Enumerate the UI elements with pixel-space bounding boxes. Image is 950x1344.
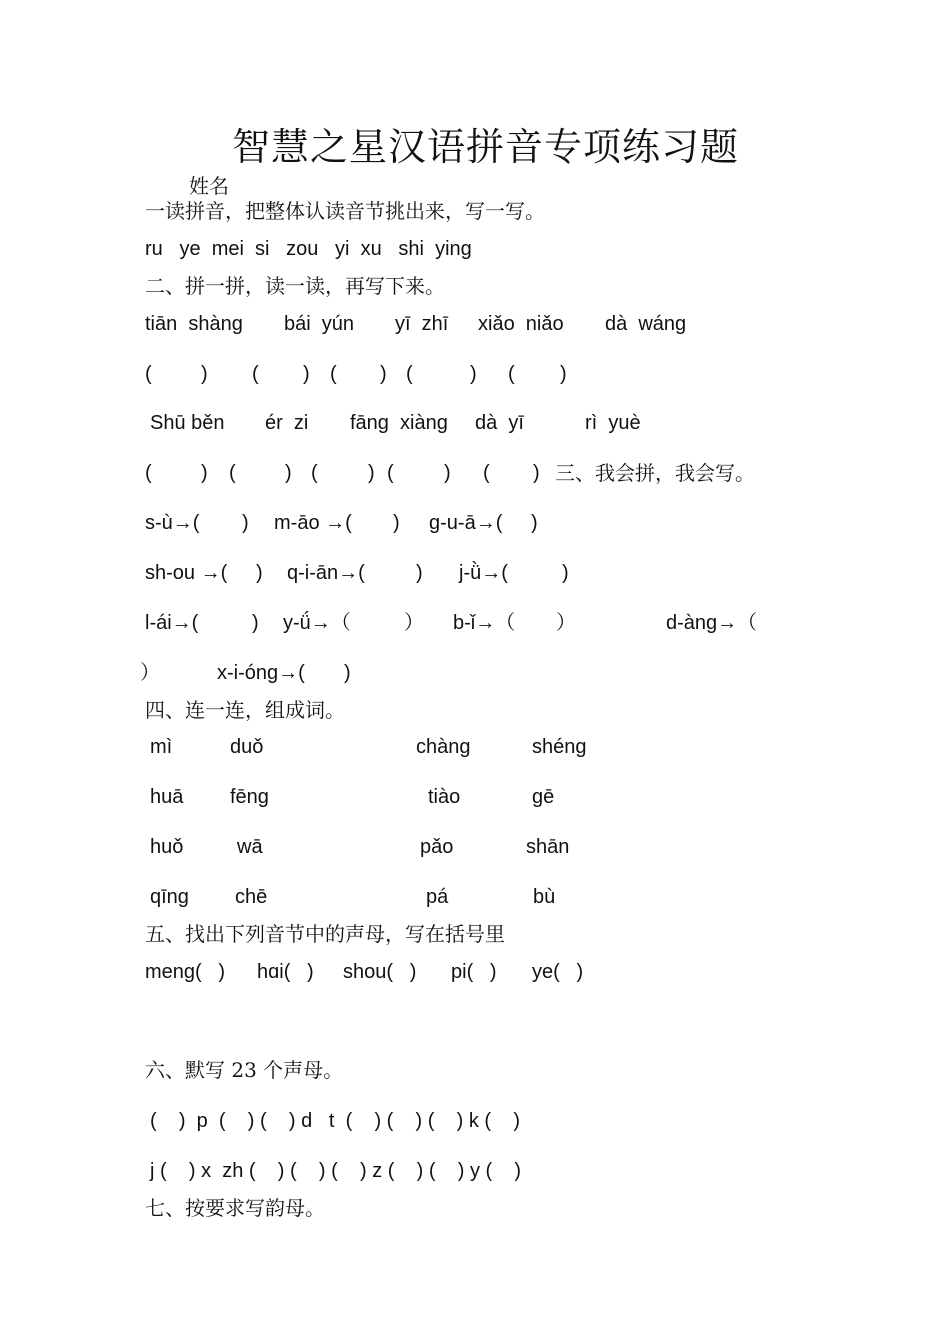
spell-item-close: ） [404,612,424,634]
answer-blank-close: ) [285,462,292,484]
connect-left-1: mì [150,736,173,758]
spell-item-yu: y-ǘ→（ [283,612,351,634]
spell-item-close: ) [344,662,351,684]
answer-blank-close: ) [470,363,477,385]
answer-blank-close: ) [380,363,387,385]
spell-item-close: ） [556,612,576,634]
answer-blank-open: ( [483,462,490,484]
spell-item-close: ) [531,512,538,534]
answer-blank-open: ( [252,363,259,385]
word-ri-yue: rì yuè [585,412,641,434]
connect-right-1: chànɡ [416,736,471,758]
spell-item-xiong: x-i-ónɡ→( [217,662,305,684]
spell-item-gua: ɡ-u-ā→( [429,512,503,534]
connect-right-2: shénɡ [532,736,587,758]
answer-blank-close: ) [368,462,375,484]
initial-item-hai: hɑi( ) [257,961,314,983]
spell-item-mao: m-āo →( [274,512,352,534]
word-da-wang: dà wáng [605,313,687,335]
word-xiao-niao: xiǎo niǎo [478,313,564,335]
answer-blank-open: ( [229,462,236,484]
section2-heading: 二、拼一拼，读一读，再写下来。 [145,274,445,298]
answer-blank-close: ) [303,363,310,385]
section3-heading: 三、我会拼，我会写。 [555,461,755,485]
answer-blank-close: ) [560,363,567,385]
connect-left-1: qīnɡ [150,886,189,908]
answer-blank-open: ( [387,462,394,484]
connect-right-1: pá [426,886,449,908]
spell-item-close: ) [393,512,400,534]
word-yi-zhi: yī zhī [395,313,449,335]
word-bai-yun: bái yún [284,313,355,335]
initial-item-pi: pi( ) [451,961,497,983]
spell-item-qian: q-i-ān→( [287,562,365,584]
answer-blank-open: ( [145,462,152,484]
spell-item-ju: j-ǜ→( [459,562,508,584]
section7-heading: 七、按要求写韵母。 [145,1196,325,1220]
spell-item-close: ) [416,562,423,584]
section5-heading: 五、找出下列音节中的声母，写在括号里 [145,922,505,946]
answer-blank-close: ) [533,462,540,484]
word-da-yi: dà yī [475,412,524,434]
answer-blank-close: ) [444,462,451,484]
spell-item-lai: l-ái→( [145,612,199,634]
connect-left-1: huā [150,786,184,808]
spell-item-close: ) [256,562,263,584]
section6-heading: 六、默写 23 个声母。 [145,1058,344,1082]
word-fang-xiang: fānɡ xiànɡ [350,412,448,434]
spell-item-bi: b-ǐ→（ [453,612,516,634]
section1-syllables: ru ye mei si zou yi xu shi ying [145,238,472,260]
initial-item-ye: ye( ) [532,961,584,983]
connect-left-2: chē [235,886,268,908]
answer-blank-open: ( [145,363,152,385]
connect-right-2: ɡē [532,786,555,808]
word-tian-shang: tiān shàng [145,313,243,335]
word-er-zi: ér zi [265,412,309,434]
spell-item-close: ) [242,512,249,534]
spell-item-close: ) [252,612,259,634]
initials-row-1: ( ) p ( ) ( ) d t ( ) ( ) ( ) k ( ) [150,1110,520,1132]
initial-item-shou: shou( ) [343,961,417,983]
connect-left-2: fēnɡ [230,786,269,808]
answer-blank-open: ( [330,363,337,385]
connect-left-2: wā [237,836,263,858]
connect-left-1: huǒ [150,836,184,858]
connect-left-2: duǒ [230,736,264,758]
spell-item-close: ） [140,662,160,684]
answer-blank-close: ) [201,462,208,484]
spell-item-dang: d-ànɡ→（ [666,612,758,634]
connect-right-1: tiào [428,786,461,808]
section4-heading: 四、连一连，组成词。 [145,698,345,722]
name-label: 姓名 [189,174,229,198]
page-title: 智慧之星汉语拼音专项练习题 [232,125,740,169]
connect-right-2: shān [526,836,570,858]
answer-blank-close: ) [201,363,208,385]
connect-right-1: pǎo [420,836,454,858]
initial-item-meng: menɡ( ) [145,961,226,983]
section1-heading: 一读拼音，把整体认读音节挑出来，写一写。 [145,199,545,223]
answer-blank-open: ( [406,363,413,385]
answer-blank-open: ( [508,363,515,385]
spell-item-close: ) [562,562,569,584]
answer-blank-open: ( [311,462,318,484]
initials-row-2: j ( ) x zh ( ) ( ) ( ) z ( ) ( ) y ( ) [150,1160,522,1182]
spell-item-su: s-ù→( [145,512,200,534]
connect-right-2: bù [533,886,556,908]
spell-item-shou: sh-ou →( [145,562,228,584]
word-shu-ben: Shū běn [150,412,225,434]
